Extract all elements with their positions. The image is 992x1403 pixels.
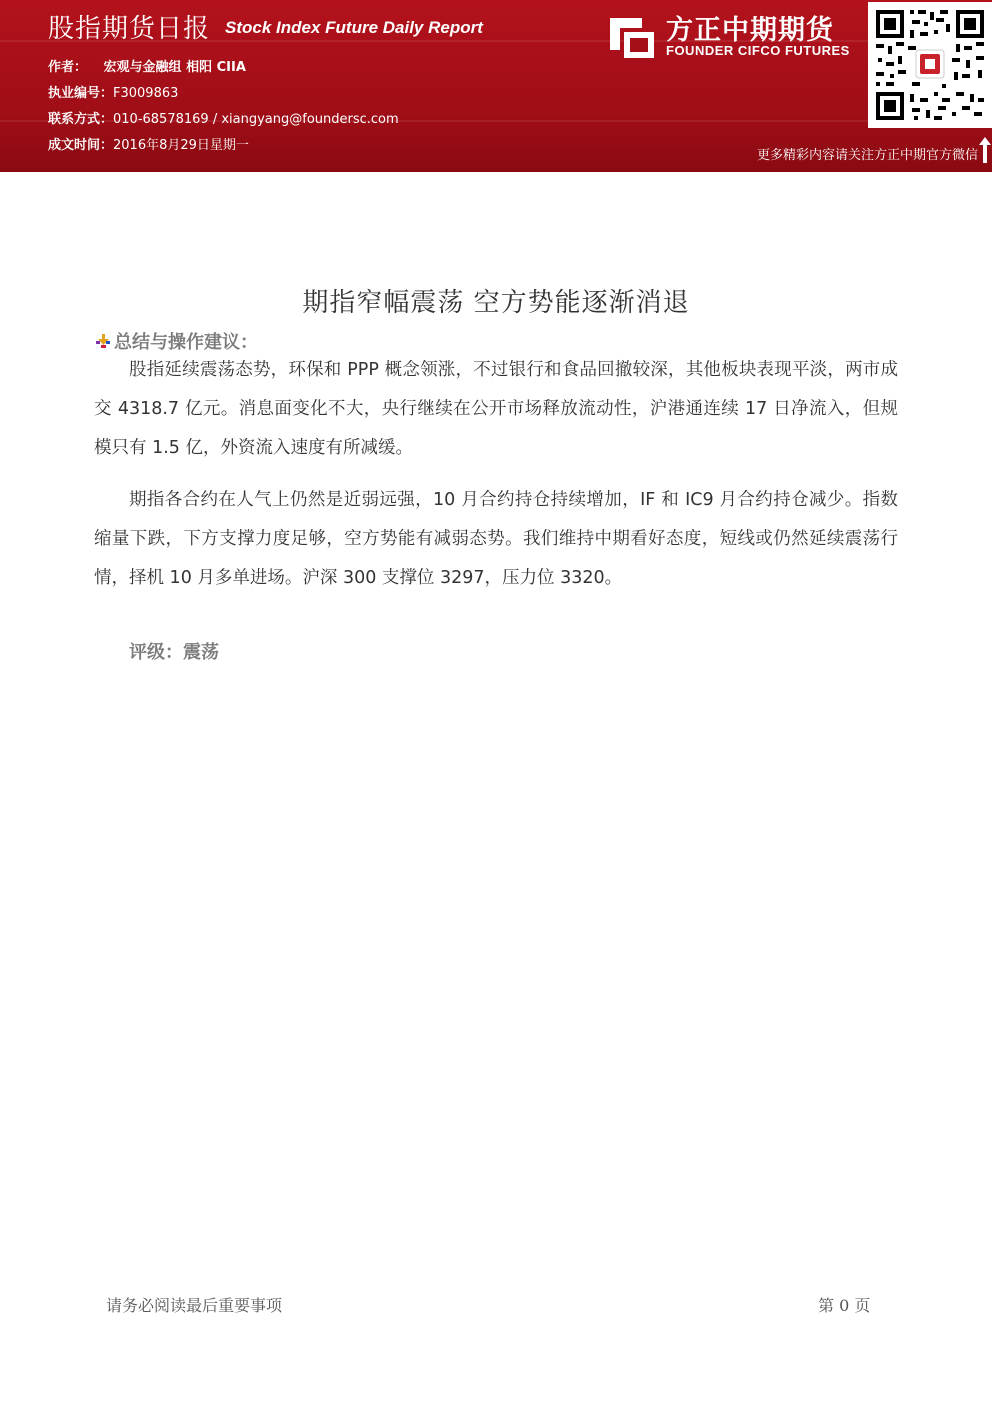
logo-text-en: FOUNDER CIFCO FUTURES [666, 43, 850, 58]
license-label: 执业编号： [48, 86, 114, 101]
rating: 评级：震荡 [129, 642, 219, 663]
date-line [48, 134, 249, 153]
founder-logo-icon [608, 10, 658, 60]
date-value: 2016年8月29日星期一 [113, 138, 249, 153]
section-heading-text: 总结与操作建议： [114, 332, 258, 353]
wechat-prompt: 更多精彩内容请关注方正中期官方微信 [756, 148, 978, 163]
license-value: F3009863 [113, 86, 179, 101]
report-title-cn: 股指期货日报 [48, 14, 211, 44]
date-label: 成文时间： [48, 138, 114, 153]
up-arrow-icon [979, 137, 991, 163]
summary-paragraph: 股指延续震荡态势，环保和 PPP 概念领涨，不过银行和食品回撤较深，其他板块表现平淡，两市成交 4318.7 亿元。消息面变化不大，央行继续在公开市场释放流动性，沪港通连续 17 日净流入，但规模只有 1.5 亿，外资流入速度有所减缓。 [94, 360, 898, 458]
logo-text-cn: 方正中期期货 [666, 15, 834, 46]
summary-paragraph: 期指各合约在人气上仍然是近弱远强，10 月合约持仓持续增加，IF 和 IC9 月合约持仓减少。指数缩量下跌，下方支撑力度足够，空方势能有减弱态势。我们维持中期看好态度，短线或仍然延续震荡行情，择机 10 月多单进场。沪深 300 支撑位 3297，压力位 3320。 [94, 490, 898, 588]
company-logo [608, 10, 860, 62]
author-value: 宏观与金融组 相阳 CIIA [103, 60, 246, 75]
license-line [48, 82, 178, 101]
contact-line [48, 108, 399, 127]
wechat-qr-code [868, 2, 992, 128]
page-number: 第 0 页 [818, 1296, 871, 1315]
contact-value[interactable]: 010-68578169 / xiangyang@foundersc.com [113, 112, 399, 127]
author-label: 作者： [48, 60, 88, 75]
report-title: 期指窄幅震荡 空方势能逐渐消退 [302, 288, 690, 318]
author-line [48, 56, 246, 75]
report-header [0, 0, 992, 172]
bullet-arrow-icon [94, 332, 112, 350]
contact-label: 联系方式： [48, 112, 114, 127]
report-title-en: Stock Index Future Daily Report [225, 18, 483, 37]
qr-code-icon [868, 2, 992, 128]
footer-notice: 请务必阅读最后重要事项 [106, 1296, 283, 1315]
